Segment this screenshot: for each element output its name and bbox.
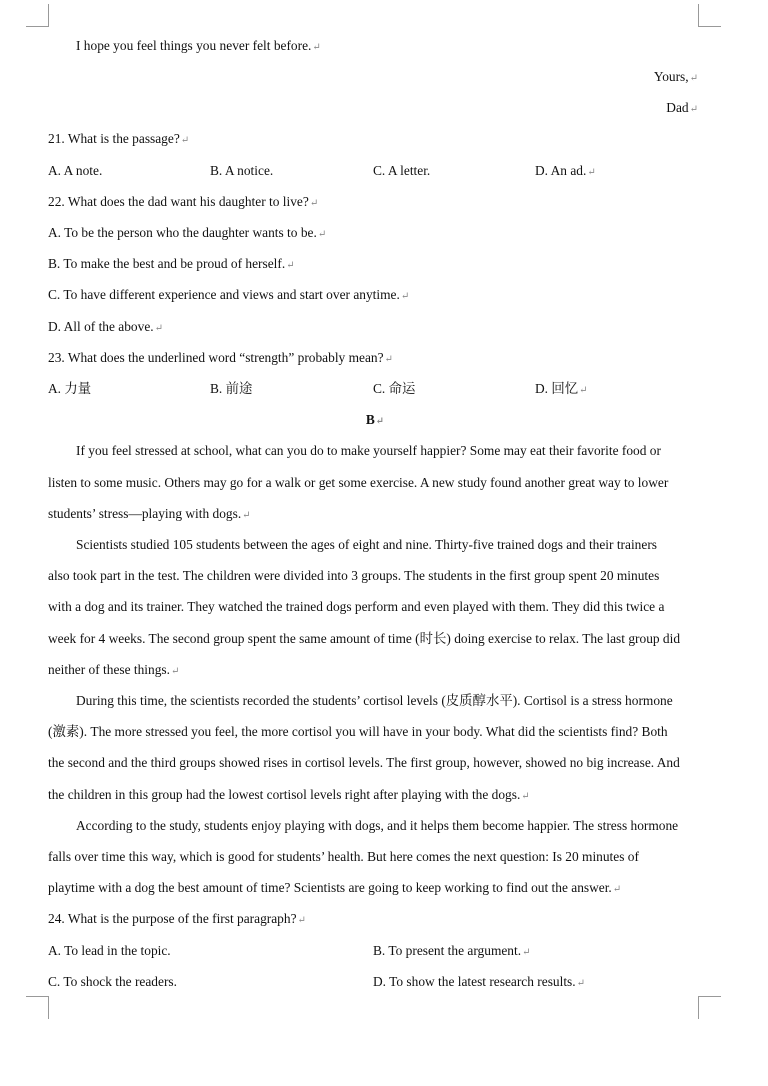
q22-option-b: B. To make the best and be proud of herself.↵ xyxy=(48,256,295,271)
passage-line: (激素). The more stressed you feel, the more cortisol you will have in your body. What did the scientists find? Both xyxy=(48,724,668,739)
crop-mark-bottom-left xyxy=(26,996,49,1019)
q23-option-d: D. 回忆↵ xyxy=(535,381,588,396)
passage-line: If you feel stressed at school, what can you do to make yourself happier? Some may eat their favorite food or xyxy=(76,443,661,458)
q22-option-d: D. All of the above.↵ xyxy=(48,319,164,334)
letter-signature: Dad↵ xyxy=(666,100,698,115)
passage-line: According to the study, students enjoy playing with dogs, and it helps them become happier. The stress hormone xyxy=(76,818,679,833)
crop-mark-top-right xyxy=(698,4,721,27)
question-23: 23. What does the underlined word “strength” probably mean?↵ xyxy=(48,350,393,365)
passage-line: playtime with a dog the best amount of time? Scientists are going to keep working to find out the answer.↵ xyxy=(48,880,622,895)
q24-option-c: C. To shock the readers. xyxy=(48,974,177,989)
question-22: 22. What does the dad want his daughter to live?↵ xyxy=(48,194,319,209)
passage-line: listen to some music. Others may go for a walk or get some exercise. A new study found another great way to lower xyxy=(48,475,669,490)
question-21: 21. What is the passage?↵ xyxy=(48,131,190,146)
q21-option-c: C. A letter. xyxy=(373,163,431,178)
passage-line: neither of these things.↵ xyxy=(48,662,180,677)
q23-option-a: A. 力量 xyxy=(48,381,92,396)
letter-last-line: I hope you feel things you never felt before.↵ xyxy=(76,38,321,53)
q21-option-d: D. An ad.↵ xyxy=(535,163,596,178)
q23-option-b: B. 前途 xyxy=(210,381,253,396)
q22-option-c: C. To have different experience and views and start over anytime.↵ xyxy=(48,287,410,302)
passage-line: with a dog and its trainer. They watched the trained dogs perform and even played with them. They did this twice a xyxy=(48,599,665,614)
letter-signoff: Yours,↵ xyxy=(653,69,698,84)
passage-line: falls over time this way, which is good for students’ health. But here comes the next question: Is 20 minutes of xyxy=(48,849,639,864)
passage-line: Scientists studied 105 students between the ages of eight and nine. Thirty-five trained dogs and their trainers xyxy=(76,537,657,552)
crop-mark-top-left xyxy=(26,4,49,27)
q23-option-c: C. 命运 xyxy=(373,381,416,396)
section-b-heading: B↵ xyxy=(365,412,385,427)
q24-option-b: B. To present the argument.↵ xyxy=(373,943,531,958)
passage-line: also took part in the test. The children were divided into 3 groups. The students in the first group spent 20 minutes xyxy=(48,568,660,583)
question-24: 24. What is the purpose of the first paragraph?↵ xyxy=(48,911,306,926)
q24-option-a: A. To lead in the topic. xyxy=(48,943,171,958)
crop-mark-bottom-right xyxy=(698,996,721,1019)
q21-option-a: A. A note. xyxy=(48,163,103,178)
passage-line: students’ stress—playing with dogs.↵ xyxy=(48,506,251,521)
passage-line: week for 4 weeks. The second group spent the same amount of time (时长) doing exercise to relax. The last group did xyxy=(48,631,681,646)
passage-line: the second and the third groups showed rises in cortisol levels. The first group, however, showed no big increase. And xyxy=(48,755,680,770)
q24-option-d: D. To show the latest research results.↵ xyxy=(373,974,585,989)
q21-option-b: B. A notice. xyxy=(210,163,274,178)
q22-option-a: A. To be the person who the daughter wants to be.↵ xyxy=(48,225,327,240)
passage-line: During this time, the scientists recorded the students’ cortisol levels (皮质醇水平). Cortisol is a stress hormone xyxy=(76,693,673,708)
passage-line: the children in this group had the lowest cortisol levels right after playing with the dogs.↵ xyxy=(48,787,530,802)
